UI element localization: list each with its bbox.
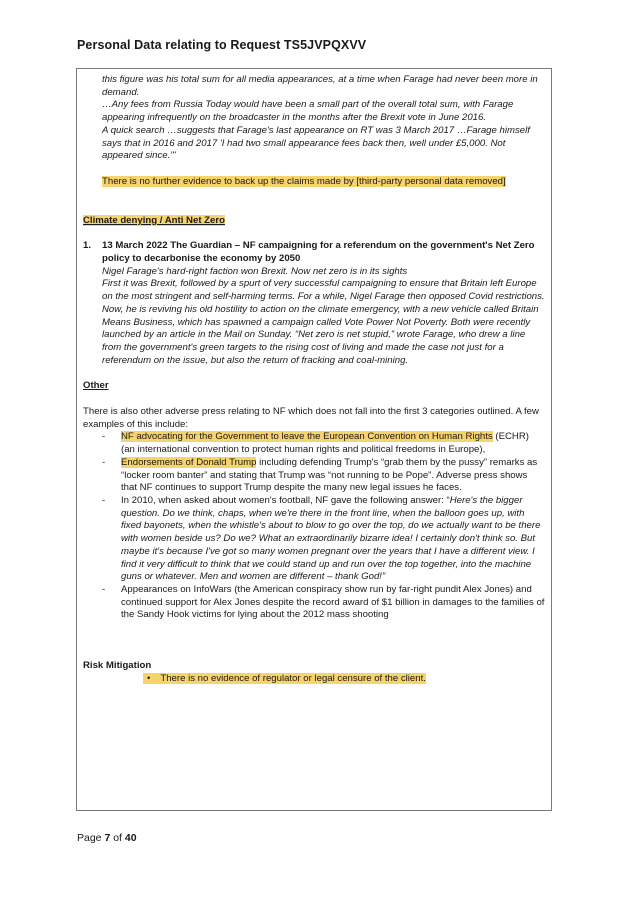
page-footer: Page 7 of 40 [77, 832, 137, 844]
climate-heading: Climate denying / Anti Net Zero [83, 214, 225, 226]
page-total: 40 [124, 832, 137, 844]
highlight: Endorsements of Donald Trump [121, 456, 257, 468]
item-title: 13 March 2022 The Guardian – NF campaigning for a referendum on the government's Net Zero policy to decarbonise the economy by 2050 [102, 240, 535, 265]
list-item: - Appearances on InfoWars (the American conspiracy show run by far-right pundit Alex Jones) and continued support for Alex Jones despite the record award of $1 billion in damages to the families of the Sandy Hook victims for lying about the 2012 mass shooting [102, 583, 545, 621]
list-item: - NF advocating for the Government to leave the European Convention on Human Rights (ECHR) (an international convention to protect human rights and political freedoms in Europe), [102, 431, 529, 456]
other-list [83, 431, 545, 622]
list-item: - In 2010, when asked about women's football, NF gave the following answer: “Here's the bigger question. Do we think, chaps, when we're there in the front line, when the balloon goes up, with fixed bayonets, when the whistle's about to blow to go over the top, do we actually want to be there with women beside us? Do we? What an extraordinarily bizarre idea! I certainly don't think so. But maybe it's because I've got so many women pregnant over the years that I have a different view. I find it very difficult to think that we could stand up and run over the top together, into the machine guns or whatever. Men and women are different – thank God!” [102, 494, 541, 583]
bullet-icon: • [147, 672, 151, 684]
item-body: First it was Brexit, followed by a spurt of very successful campaigning to ensure that Britain left Europe on the most stringent and self-harming terms. For a while, Nigel Farage then opposed Covid restrictions. Now, he is reviving his old hostility to action on the climate emergency, with a new vehicle called Britain Means Business, which has spawned a campaign called Vote Power Not Poverty. Both were recently launched by an article in the Mail on Sunday. “Net zero is net stupid,” wrote Farage, who drew a line from the government's green targets to the rising cost of living and made the case not just for a referendum on the issue, but also the return of fracking and coal-mining. [102, 278, 545, 366]
highlight: • There is no evidence of regulator or legal censure of the client. [143, 673, 426, 684]
quote-line: …Any fees from Russia Today would have been a small part of the overall total sum, with Farage appearing infrequently on the broadcaster in the months after the Brexit vote in June 2016. [102, 99, 514, 124]
other-intro: There is also other adverse press relating to NF which does not fall into the first 3 categories outlined. A few examples of this include: [83, 406, 539, 430]
other-heading: Other [83, 380, 109, 392]
highlight: NF advocating for the Government to leave the European Convention on Human Rights [121, 431, 493, 443]
page-header-title: Personal Data relating to Request TS5JVPQXVV [77, 38, 367, 52]
item-subtitle: Nigel Farage's hard-right faction won Brexit. Now net zero is in its sights [102, 265, 408, 277]
page-number: 7 [104, 832, 111, 844]
document-body [83, 74, 545, 685]
risk-heading: Risk Mitigation [83, 660, 152, 672]
climate-item [83, 240, 545, 367]
quote-line: this figure was his total sum for all media appearances, at a time when Farage had never been more in demand. [102, 74, 538, 98]
list-item: - Endorsements of Donald Trump including defending Trump's “grab them by the pussy” remarks as “locker room banter” and stating that Trump was “not running to be Pope”. Adverse press shows that NF continues to support Trump despite the many new legal issues he faces. [102, 456, 538, 494]
no-further-evidence [83, 176, 545, 189]
item-number: 1. [83, 240, 92, 252]
risk-bullet [83, 673, 545, 686]
highlight: There is no further evidence to back up the claims made by [third-party personal data removed] [102, 175, 506, 187]
intro-quote [83, 74, 545, 163]
quote-line: A quick search …suggests that Farage's last appearance on RT was 3 March 2017 …Farage himself says that in 2016 and 2017 'I had two small appearance fees back then, well under £5,000. Not appeared since.'" [102, 124, 530, 162]
